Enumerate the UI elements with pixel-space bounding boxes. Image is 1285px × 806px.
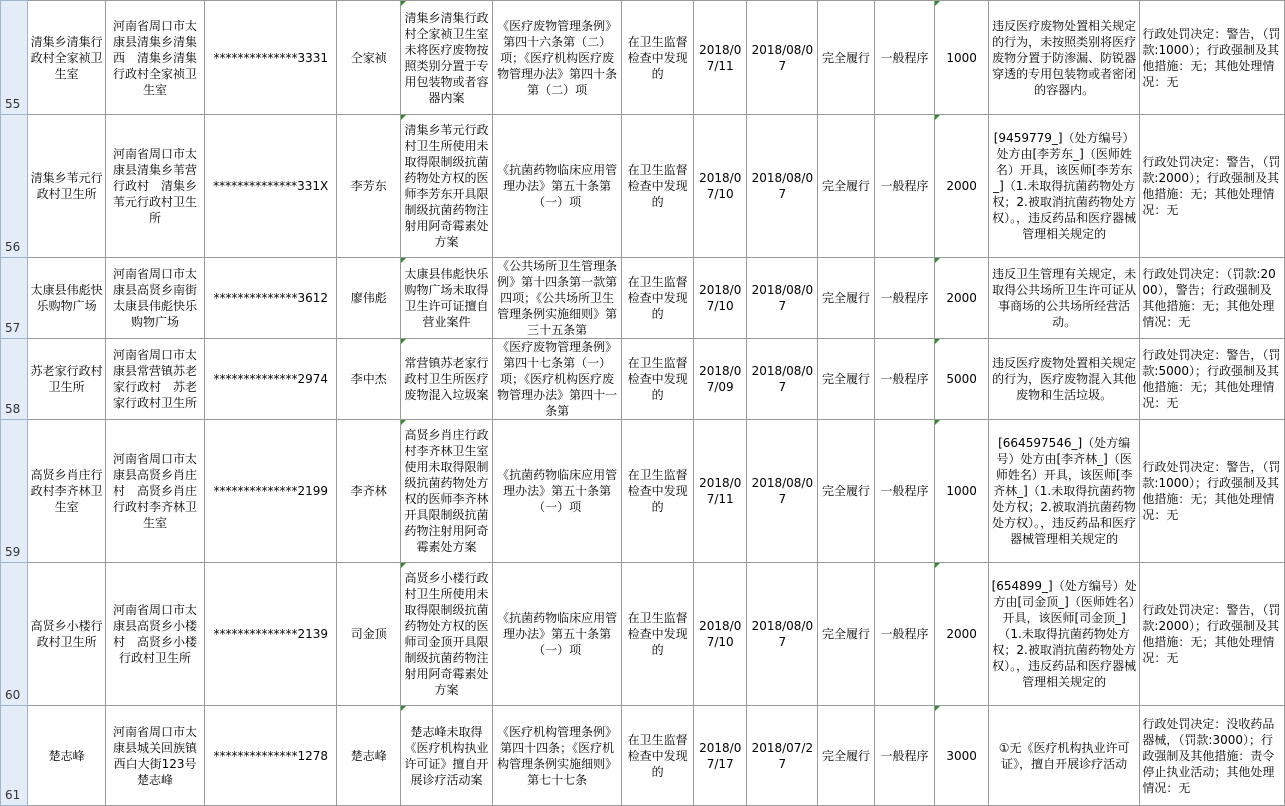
cell-result[interactable]: 行政处罚决定：没收药品器械，（罚款:3000）；行政强制及其他措施：责令停止执业活动；其他处理情况：无 — [1140, 706, 1285, 806]
cell-source[interactable]: 在卫生监督检查中发现的 — [622, 563, 694, 706]
cell-case-name[interactable]: 常营镇苏老家行政村卫生所医疗废物混入垃圾案 — [401, 339, 493, 420]
cell-source[interactable]: 在卫生监督检查中发现的 — [622, 420, 694, 563]
cell-person[interactable]: 李齐林 — [337, 420, 401, 563]
cell-entity-name[interactable]: 高贤乡肖庄行政村李齐林卫生室 — [28, 420, 106, 563]
cell-decision-date[interactable]: 2018/07/10 — [693, 258, 747, 339]
row-header[interactable]: 55 — [1, 1, 28, 115]
cell-violation[interactable]: [9459779_]（处方编号）处方由[李芳东_]（医师姓名）开具，该医师[李芳东_]（1.未取得抗菌药物处方权；2.被取消抗菌药物处方权）。，违反药品和医疗器械管理相关规定的 — [988, 115, 1140, 258]
cell-violation[interactable]: [664597546_]（处方编号）处方由[李齐林_]（医师姓名）开具，该医师[李齐林_]（1.未取得抗菌药物处方权；2.被取消抗菌药物处方权）。，违反药品和医疗器械管理相关规定的 — [988, 420, 1140, 563]
table-row — [1, 1, 1285, 115]
cell-legal-basis[interactable]: 《公共场所卫生管理条例》第十四条第一款第四项；《公共场所卫生管理条例实施细则》第三十五条第 — [492, 258, 621, 339]
cell-case-name[interactable]: 高贤乡肖庄行政村李齐林卫生室使用未取得限制级抗菌药物处方权的医师李齐林开具限制级抗菌药物注射用阿奇霉素处方案 — [401, 420, 493, 563]
cell-end-date[interactable]: 2018/08/07 — [747, 115, 818, 258]
cell-address[interactable]: 河南省周口市太康县高贤乡肖庄村 高贤乡肖庄行政村李齐林卫生室 — [106, 420, 205, 563]
cell-id-number[interactable]: **************1278 — [205, 706, 337, 806]
cell-end-date[interactable]: 2018/08/07 — [747, 563, 818, 706]
cell-id-number[interactable]: **************2139 — [205, 563, 337, 706]
row-header[interactable]: 59 — [1, 420, 28, 563]
cell-entity-name[interactable]: 清集乡清集行政村全家祯卫生室 — [28, 1, 106, 115]
table-row — [1, 420, 1285, 563]
cell-address[interactable]: 河南省周口市太康县常营镇苏老家行政村 苏老家行政村卫生所 — [106, 339, 205, 420]
cell-address[interactable]: 河南省周口市太康县清集乡清集西 清集乡清集行政村全家祯卫生室 — [106, 1, 205, 115]
cell-procedure[interactable]: 一般程序 — [874, 706, 935, 806]
cell-legal-basis[interactable]: 《抗菌药物临床应用管理办法》第五十条第（一）项 — [492, 115, 621, 258]
cell-id-number[interactable]: **************3612 — [205, 258, 337, 339]
cell-person[interactable]: 仝家祯 — [337, 1, 401, 115]
cell-decision-date[interactable]: 2018/07/17 — [693, 706, 747, 806]
cell-address[interactable]: 河南省周口市太康县清集乡苇营行政村 清集乡苇元行政村卫生所 — [106, 115, 205, 258]
cell-violation[interactable]: ①无《医疗机构执业许可证》，擅自开展诊疗活动 — [988, 706, 1140, 806]
cell-legal-basis[interactable]: 《抗菌药物临床应用管理办法》第五十条第（一）项 — [492, 420, 621, 563]
cell-case-name[interactable]: 太康县伟彪快乐购物广场未取得卫生许可证擅自营业案件 — [401, 258, 493, 339]
cell-amount[interactable]: 5000 — [935, 339, 989, 420]
cell-id-number[interactable]: **************3331 — [205, 1, 337, 115]
cell-violation[interactable]: 违反卫生管理有关规定，未取得公共场所卫生许可证从事商场的公共场所经营活动。 — [988, 258, 1140, 339]
cell-violation[interactable]: [654899_]（处方编号）处方由[司金顶_]（医师姓名）开具，该医师[司金顶_]（1.未取得抗菌药物处方权；2.被取消抗菌药物处方权）。，违反药品和医疗器械管理相关规定的 — [988, 563, 1140, 706]
cell-entity-name[interactable]: 高贤乡小楼行政村卫生所 — [28, 563, 106, 706]
table-row — [1, 258, 1285, 339]
cell-address[interactable]: 河南省周口市太康县高贤乡南街太康县伟彪快乐购物广场 — [106, 258, 205, 339]
cell-result[interactable]: 行政处罚决定：（罚款:2000），警告；行政强制及其他措施：无；其他处理情况：无 — [1140, 258, 1285, 339]
cell-end-date[interactable]: 2018/08/07 — [747, 339, 818, 420]
row-header[interactable]: 61 — [1, 706, 28, 806]
table-body — [1, 1, 1285, 806]
cell-id-number[interactable]: **************2199 — [205, 420, 337, 563]
cell-person[interactable]: 楚志峰 — [337, 706, 401, 806]
cell-procedure[interactable]: 一般程序 — [874, 115, 935, 258]
cell-decision-date[interactable]: 2018/07/10 — [693, 115, 747, 258]
row-header[interactable]: 58 — [1, 339, 28, 420]
cell-end-date[interactable]: 2018/08/07 — [747, 1, 818, 115]
cell-status[interactable]: 完全履行 — [818, 1, 875, 115]
row-header[interactable]: 57 — [1, 258, 28, 339]
cell-result[interactable]: 行政处罚决定：警告，（罚款:5000）；行政强制及其他措施：无；其他处理情况：无 — [1140, 339, 1285, 420]
cell-address[interactable]: 河南省周口市太康县城关回族镇西白大街123号楚志峰 — [106, 706, 205, 806]
cell-entity-name[interactable]: 清集乡苇元行政村卫生所 — [28, 115, 106, 258]
cell-result[interactable]: 行政处罚决定：警告，（罚款:1000）；行政强制及其他措施：无；其他处理情况：无 — [1140, 1, 1285, 115]
cell-procedure[interactable]: 一般程序 — [874, 258, 935, 339]
cell-source[interactable]: 在卫生监督检查中发现的 — [622, 1, 694, 115]
cell-decision-date[interactable]: 2018/07/09 — [693, 339, 747, 420]
cell-amount[interactable]: 2000 — [935, 115, 989, 258]
cell-case-name[interactable]: 清集乡清集行政村仝家祯卫生室未将医疗废物按照类别分置于专用包装物或者容器内案 — [401, 1, 493, 115]
cell-violation[interactable]: 违反医疗废物处置相关规定的行为，未按照类别将医疗废物分置于防渗漏、防锐器穿透的专用包装物或者密闭的容器内。 — [988, 1, 1140, 115]
cell-address[interactable]: 河南省周口市太康县高贤乡小楼村 高贤乡小楼行政村卫生所 — [106, 563, 205, 706]
cell-amount[interactable]: 1000 — [935, 420, 989, 563]
cell-legal-basis[interactable]: 《抗菌药物临床应用管理办法》第五十条第（一）项 — [492, 563, 621, 706]
cell-status[interactable]: 完全履行 — [818, 339, 875, 420]
cell-legal-basis[interactable]: 《医疗废物管理条例》第四十六条第（二）项；《医疗机构医疗废物管理办法》第四十条第（二）项 — [492, 1, 621, 115]
row-header[interactable]: 56 — [1, 115, 28, 258]
cell-person[interactable]: 李芳东 — [337, 115, 401, 258]
table-row — [1, 563, 1285, 706]
cell-decision-date[interactable]: 2018/07/10 — [693, 563, 747, 706]
cell-amount[interactable]: 1000 — [935, 1, 989, 115]
table-row — [1, 706, 1285, 806]
cell-result[interactable]: 行政处罚决定：警告，（罚款:2000）；行政强制及其他措施：无；其他处理情况：无 — [1140, 115, 1285, 258]
cell-legal-basis[interactable]: 《医疗机构管理条例》第四十四条；《医疗机构管理条例实施细则》第七十七条 — [492, 706, 621, 806]
cell-id-number[interactable]: **************2974 — [205, 339, 337, 420]
table-row — [1, 115, 1285, 258]
cell-source[interactable]: 在卫生监督检查中发现的 — [622, 115, 694, 258]
cell-status[interactable]: 完全履行 — [818, 563, 875, 706]
cell-result[interactable]: 行政处罚决定：警告，（罚款:1000）；行政强制及其他措施：无；其他处理情况：无 — [1140, 420, 1285, 563]
cell-violation[interactable]: 违反医疗废物处置相关规定的行为，医疗废物混入其他废物和生活垃圾。 — [988, 339, 1140, 420]
cell-person[interactable]: 李中杰 — [337, 339, 401, 420]
row-header[interactable]: 60 — [1, 563, 28, 706]
cell-case-name[interactable]: 楚志峰未取得《医疗机构执业许可证》擅自开展诊疗活动案 — [401, 706, 493, 806]
cell-source[interactable]: 在卫生监督检查中发现的 — [622, 339, 694, 420]
cell-status[interactable]: 完全履行 — [818, 420, 875, 563]
cell-end-date[interactable]: 2018/07/27 — [747, 706, 818, 806]
cell-person[interactable]: 司金顶 — [337, 563, 401, 706]
cell-amount[interactable]: 2000 — [935, 258, 989, 339]
cell-end-date[interactable]: 2018/08/07 — [747, 420, 818, 563]
cell-status[interactable]: 完全履行 — [818, 258, 875, 339]
cell-end-date[interactable]: 2018/08/07 — [747, 258, 818, 339]
table-row — [1, 339, 1285, 420]
cell-decision-date[interactable]: 2018/07/11 — [693, 420, 747, 563]
cell-procedure[interactable]: 一般程序 — [874, 420, 935, 563]
cell-id-number[interactable]: **************331X — [205, 115, 337, 258]
cell-source[interactable]: 在卫生监督检查中发现的 — [622, 258, 694, 339]
cell-result[interactable]: 行政处罚决定：警告，（罚款:2000）；行政强制及其他措施：无；其他处理情况：无 — [1140, 563, 1285, 706]
cell-person[interactable]: 廖伟彪 — [337, 258, 401, 339]
cell-entity-name[interactable]: 楚志峰 — [28, 706, 106, 806]
cell-legal-basis[interactable]: 《医疗废物管理条例》第四十七条第（一）项；《医疗机构医疗废物管理办法》第四十一条第 — [492, 339, 621, 420]
cell-case-name[interactable]: 清集乡苇元行政村卫生所使用未取得限制级抗菌药物处方权的医师李芳东开具限制级抗菌药物注射用阿奇霉素处方案 — [401, 115, 493, 258]
cell-entity-name[interactable]: 苏老家行政村卫生所 — [28, 339, 106, 420]
cell-status[interactable]: 完全履行 — [818, 115, 875, 258]
cell-source[interactable]: 在卫生监督检查中发现的 — [622, 706, 694, 806]
cell-entity-name[interactable]: 太康县伟彪快乐购物广场 — [28, 258, 106, 339]
cell-amount[interactable]: 2000 — [935, 563, 989, 706]
cell-procedure[interactable]: 一般程序 — [874, 339, 935, 420]
cell-procedure[interactable]: 一般程序 — [874, 563, 935, 706]
cell-case-name[interactable]: 高贤乡小楼行政村卫生所使用未取得限制级抗菌药物处方权的医师司金顶开具限制级抗菌药物注射用阿奇霉素处方案 — [401, 563, 493, 706]
cell-procedure[interactable]: 一般程序 — [874, 1, 935, 115]
cell-status[interactable]: 完全履行 — [818, 706, 875, 806]
cell-decision-date[interactable]: 2018/07/11 — [693, 1, 747, 115]
cell-amount[interactable]: 3000 — [935, 706, 989, 806]
